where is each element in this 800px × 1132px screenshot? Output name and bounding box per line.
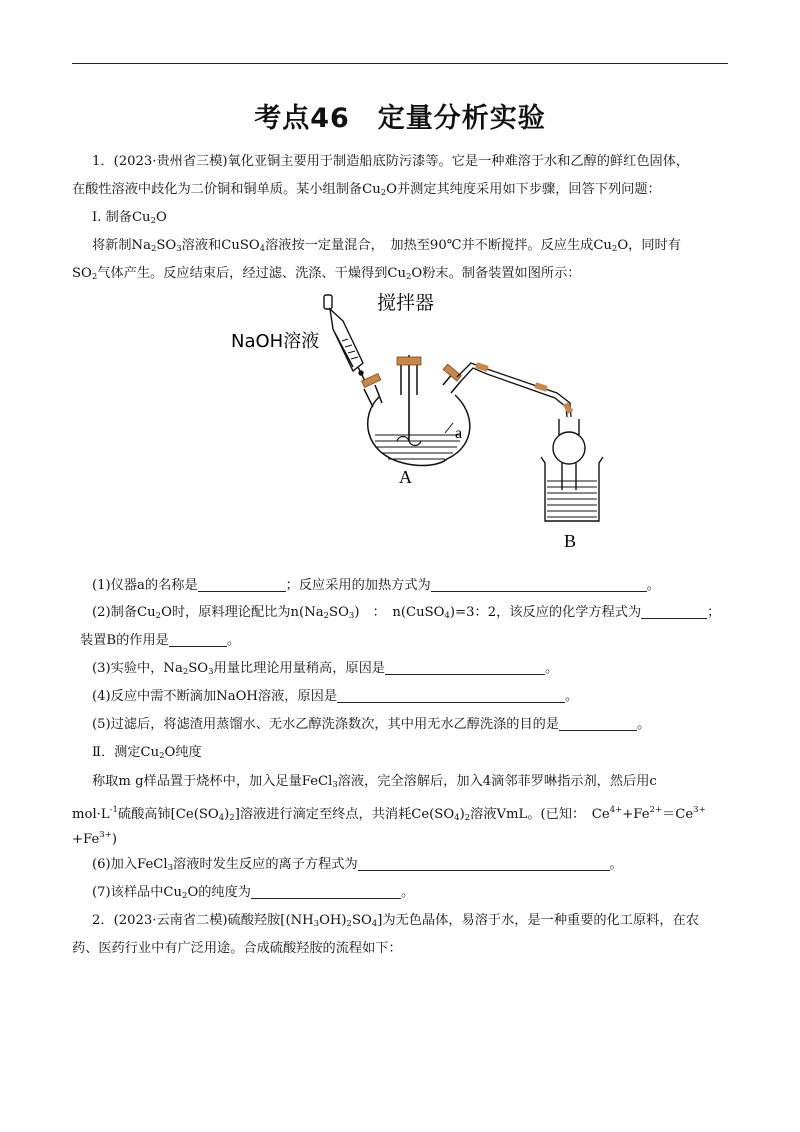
dropping-funnel [324,295,365,381]
answer-blank[interactable] [358,856,610,871]
q1-6: (6)加入FeCl$_3$溶液时发生反应的离子方程式为 。 [92,857,623,873]
q1-7: (7)该样品中$Cu_2O$的纯度为 。 [92,885,415,901]
stirrer-label: 搅拌器 [377,292,435,314]
answer-blank[interactable] [198,577,286,592]
measure-line1: 称取m g样品置于烧杯中，加入足量FeCl$_3$溶液，完全溶解后，加入4滴邻菲罗啉指示剂，然后用c [92,774,657,790]
q1-2: (2)制备$Cu_2O$时，原料理论配比为$n(Na_2SO_3)$ ： n(CuSO$_4$)=3：2，该反应的化学方程式为 ； [92,605,721,621]
q1-4: (4)反应中需不断滴加NaOH溶液，原因是 。 [92,689,579,704]
beaker-b-label: B [564,531,577,551]
answer-blank[interactable] [385,660,545,675]
q1-2-line2: 装置B的作用是 。 [80,633,241,648]
prep-intro-line2: $SO_2$气体产生。反应结束后，经过滤、洗涤、干燥得到$Cu_2O$粉末。制备装置如图所示： [72,266,581,282]
answer-blank[interactable] [337,688,565,703]
answer-blank[interactable] [559,716,637,731]
q1-line1: 1．(2023·贵州省三模)氧化亚铜主要用于制造船底防污漆等。它是一种难溶于水和乙醇的鲜红色固体， [92,154,690,169]
q1-3: (3)实验中，$Na_2SO_3$用量比理论用量稍高，原因是 。 [92,661,559,677]
naoh-label: NaOH溶液 [231,331,320,352]
apparatus-diagram [225,285,625,555]
q1-1: (1)仪器a的名称是 ；反应采用的加热方式为 。 [92,578,660,593]
answer-blank[interactable] [169,632,227,647]
q1-5: (5)过滤后，将滤渣用蒸馏水、无水乙醇洗涤数次，其中用无水乙醇洗涤的目的是 。 [92,717,651,732]
prep-intro-line1: 将新制$Na_2SO_3$溶液和CuSO$_4$溶液按一定量混合， 加热至90℃并不断搅拌。反应生成$Cu_2O$，同时有 [92,238,681,254]
answer-blank[interactable] [431,577,647,592]
connecting-tube [457,363,571,417]
header-rule [72,63,728,64]
a-label: a [455,425,463,442]
beaker-b [541,419,603,521]
rubber-stoppers [362,357,462,387]
part1-heading: I. 制备$Cu_2O$ [92,210,167,226]
answer-blank[interactable] [251,884,401,899]
flask-a-label: A [399,467,412,487]
answer-blank[interactable] [641,604,707,619]
page-title: 考点46 定量分析实验 [254,103,546,134]
measure-line3: $+Fe^{3+}$) [72,830,117,847]
q2-line1: 2．(2023·云南省二模)硫酸羟胺$[(NH_3OH)_2SO_4]$为无色晶体，易溶于水，是一种重要的化工原料，在农 [92,913,699,929]
part2-heading: Ⅱ．测定$Cu_2O$纯度 [92,745,202,761]
q1-line2: 在酸性溶液中歧化为二价铜和铜单质。某小组制备$Cu_2O$并测定其纯度采用如下步骤，回答下列问题： [72,182,661,198]
measure-line2: $mol\cdot L^{-1}$硫酸高铈$[Ce(SO_4)_2]$溶液进行滴定至终点，共消耗$Ce(SO_4)_2$溶液VmL。(已知： $Ce^{4+}+Fe^{2+}=Ce^{3+}$ [72,805,706,823]
q2-line2: 药、医药行业中有广泛用途。合成硫酸羟胺的流程如下： [72,941,402,956]
